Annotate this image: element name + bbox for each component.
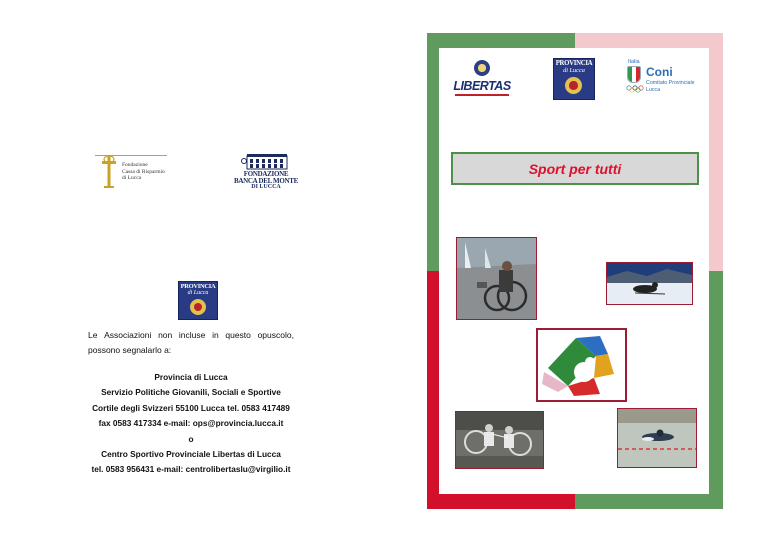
logo-libertas [451, 60, 513, 100]
contact-org-name: Provincia di Lucca [154, 372, 228, 382]
libertas-underline [455, 94, 509, 96]
contact-fax-email: fax 0583 417334 e-mail: ops@provincia.lucca.it [98, 418, 284, 429]
provincia-logo-line2: di Lucca [563, 67, 585, 74]
building-icon [241, 153, 291, 170]
intro-word: incluse [178, 330, 206, 340]
logo-fondazione-text: Fondazione Cassa di Risparmio di Lucca [122, 162, 165, 181]
intro-word: questo [225, 330, 251, 340]
contact-address-phone: Cortile degli Svizzeri 55100 Lucca tel. 0583 417489 [92, 402, 290, 413]
contact-department: Servizio Politiche Giovanili, Sociali e Sportive [101, 387, 281, 398]
coni-wordmark: Coni [646, 65, 673, 79]
contact-phone-email-2: tel. 0583 956431 e-mail: centrolibertaslu@virgilio.it [91, 464, 291, 475]
ski-photo [606, 262, 693, 305]
logo-coni [624, 58, 700, 98]
logo-fondazione-banca-monte [233, 153, 299, 189]
contact-block [60, 370, 322, 478]
puzzle-graphic [536, 328, 627, 402]
cover-title: Sport per tutti [528, 160, 622, 177]
intro-word: opuscolo, [257, 330, 294, 340]
provincia-logo-line1: PROVINCIA [180, 283, 216, 290]
swimming-photo [617, 408, 697, 468]
crest-icon [190, 299, 206, 315]
cover-title-box [451, 152, 699, 185]
cross-emblem-icon [100, 152, 118, 190]
provincia-logo-line1: PROVINCIA [555, 60, 593, 67]
libertas-wordmark: LIBERTAS [453, 79, 511, 93]
intro-word: non [158, 330, 173, 340]
coni-subtitle: Comitato Provinciale Lucca [646, 80, 695, 93]
logo-fondazione-cassa-risparmio [95, 152, 170, 190]
wheelchair-sailing-photo [456, 237, 537, 320]
intro-word: Le [88, 330, 98, 340]
libertas-emblem-icon [474, 60, 490, 76]
olympic-rings-icon [626, 85, 644, 93]
coni-shield-icon [627, 66, 641, 83]
contact-separator: o [188, 433, 194, 444]
intro-line1 [88, 328, 294, 343]
crest-icon [565, 77, 582, 94]
contact-org-name-2: Centro Sportivo Provinciale Libertas di Lucca [101, 449, 281, 460]
intro-word: in [212, 330, 219, 340]
logo-provincia-lucca-small [178, 281, 218, 320]
intro-word: Associazioni [104, 330, 152, 340]
coni-italia-label: Italia [628, 59, 640, 65]
logo-banca-line1: FONDAZIONE [243, 170, 289, 178]
wheelchair-fencing-photo [455, 411, 544, 469]
logo-banca-line2: BANCA DEL MONTE [234, 177, 298, 185]
intro-text [88, 328, 294, 358]
intro-line2: possono segnalarlo a: [88, 345, 172, 355]
provincia-logo-line2: di Lucca [187, 290, 209, 296]
logo-banca-line3: DI LUCCA [251, 184, 281, 190]
logo-provincia-lucca [553, 58, 595, 100]
